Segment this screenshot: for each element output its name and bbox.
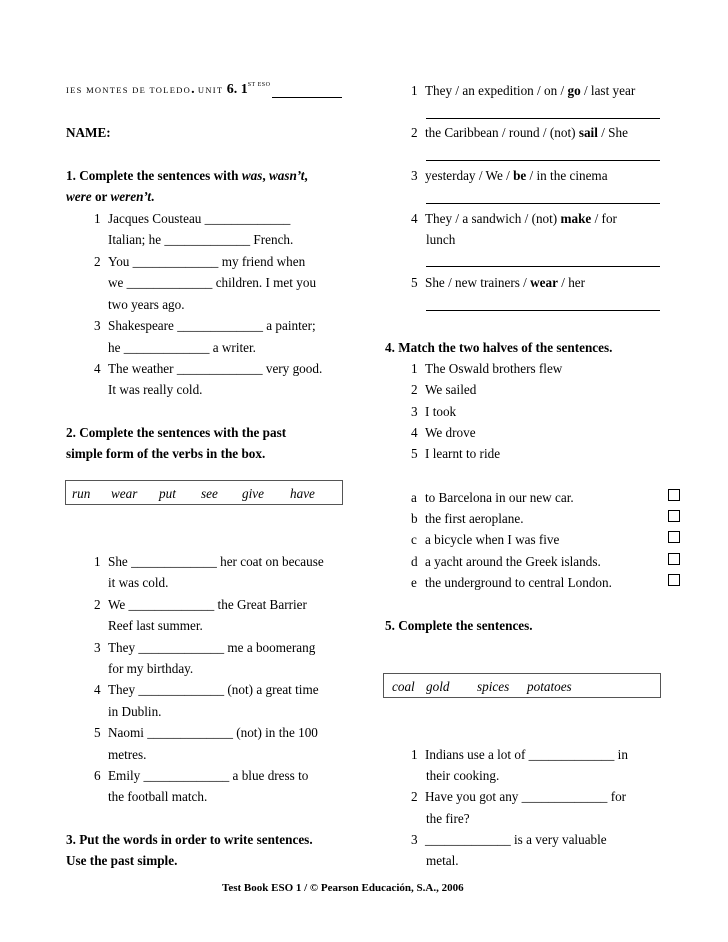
verb-word: put — [159, 486, 176, 501]
answer-checkbox[interactable] — [668, 574, 680, 586]
ex1-item-2-line1: You _____________ my friend when — [108, 254, 306, 269]
verb-box — [65, 480, 343, 505]
ex5-title: 5. Complete the sentences. — [385, 618, 533, 633]
unit-label: UNIT — [197, 85, 224, 95]
ex1-item-1-line2: Italian; he _____________ French. — [108, 232, 294, 247]
match-first-half: 4 We drove — [411, 425, 476, 440]
ex1-item-3-line2: he _____________ a writer. — [108, 340, 256, 355]
ex2-title: 2. Complete the sentences with the past — [66, 425, 287, 440]
word-box — [383, 673, 661, 698]
ex1-item-2-line3: two years ago. — [108, 297, 185, 312]
box-word: spices — [477, 679, 510, 694]
verb-word: give — [242, 486, 264, 501]
answer-checkbox[interactable] — [668, 510, 680, 522]
worksheet-header: IES MONTES DE TOLEDO. UNIT 6. $1^{ST ESO}$ — [66, 82, 271, 97]
unit-number: 6. 1 — [226, 82, 248, 97]
box-word: potatoes — [527, 679, 572, 694]
ex1-item-3-line1: Shakespeare _____________ a painter; — [108, 318, 316, 333]
match-second-half: c a bicycle when I was five — [411, 532, 560, 547]
answer-checkbox[interactable] — [668, 531, 680, 543]
ex1-title: 1. Complete the sentences with was, wasn’t, — [66, 168, 308, 183]
box-word: gold — [426, 679, 450, 694]
match-second-half: a to Barcelona in our new car. — [411, 490, 574, 505]
match-second-half: e the underground to central London. — [411, 575, 612, 590]
ex1-title-cont: were or weren’t. — [66, 189, 155, 204]
answer-line — [426, 266, 660, 267]
answer-line — [426, 203, 660, 204]
answer-checkbox[interactable] — [668, 553, 680, 565]
answer-line — [426, 118, 660, 119]
ex2-title-cont: simple form of the verbs in the box. — [66, 446, 266, 461]
ex4-title: 4. Match the two halves of the sentences. — [385, 340, 613, 355]
verb-word: run — [72, 486, 91, 501]
ex1-item-2-line2: we _____________ children. I met you — [108, 275, 317, 290]
level: ST ESO — [247, 82, 271, 88]
match-second-half: d a yacht around the Greek islands. — [411, 554, 601, 569]
match-first-half: 2 We sailed — [411, 382, 477, 397]
ex1-item-1-line1: Jacques Cousteau _____________ — [108, 211, 291, 226]
match-first-half: 5 I learnt to ride — [411, 446, 501, 461]
match-first-half: 3 I took — [411, 404, 457, 419]
footer-copyright: Test Book ESO 1 / © Pearson Educación, S.A., 2006 — [222, 882, 464, 894]
verb-word: see — [201, 486, 218, 501]
ex3-title: 3. Put the words in order to write sentences. — [66, 832, 313, 847]
answer-line — [426, 160, 660, 161]
verb-word: wear — [111, 486, 138, 501]
ex3-title-cont: Use the past simple. — [66, 853, 178, 868]
answer-checkbox[interactable] — [668, 489, 680, 501]
match-first-half: 1 The Oswald brothers flew — [411, 361, 563, 376]
name-label: NAME: — [66, 125, 111, 140]
ex1-item-4-line2: It was really cold. — [108, 382, 203, 397]
match-second-half: b the first aeroplane. — [411, 511, 524, 526]
header-rule — [272, 97, 342, 98]
answer-line — [426, 310, 660, 311]
school-name: IES MONTES DE TOLEDO — [66, 85, 192, 95]
box-word: coal — [392, 679, 415, 694]
ex1-item-4-line1: The weather _____________ very good. — [108, 361, 323, 376]
verb-word: have — [290, 486, 315, 501]
